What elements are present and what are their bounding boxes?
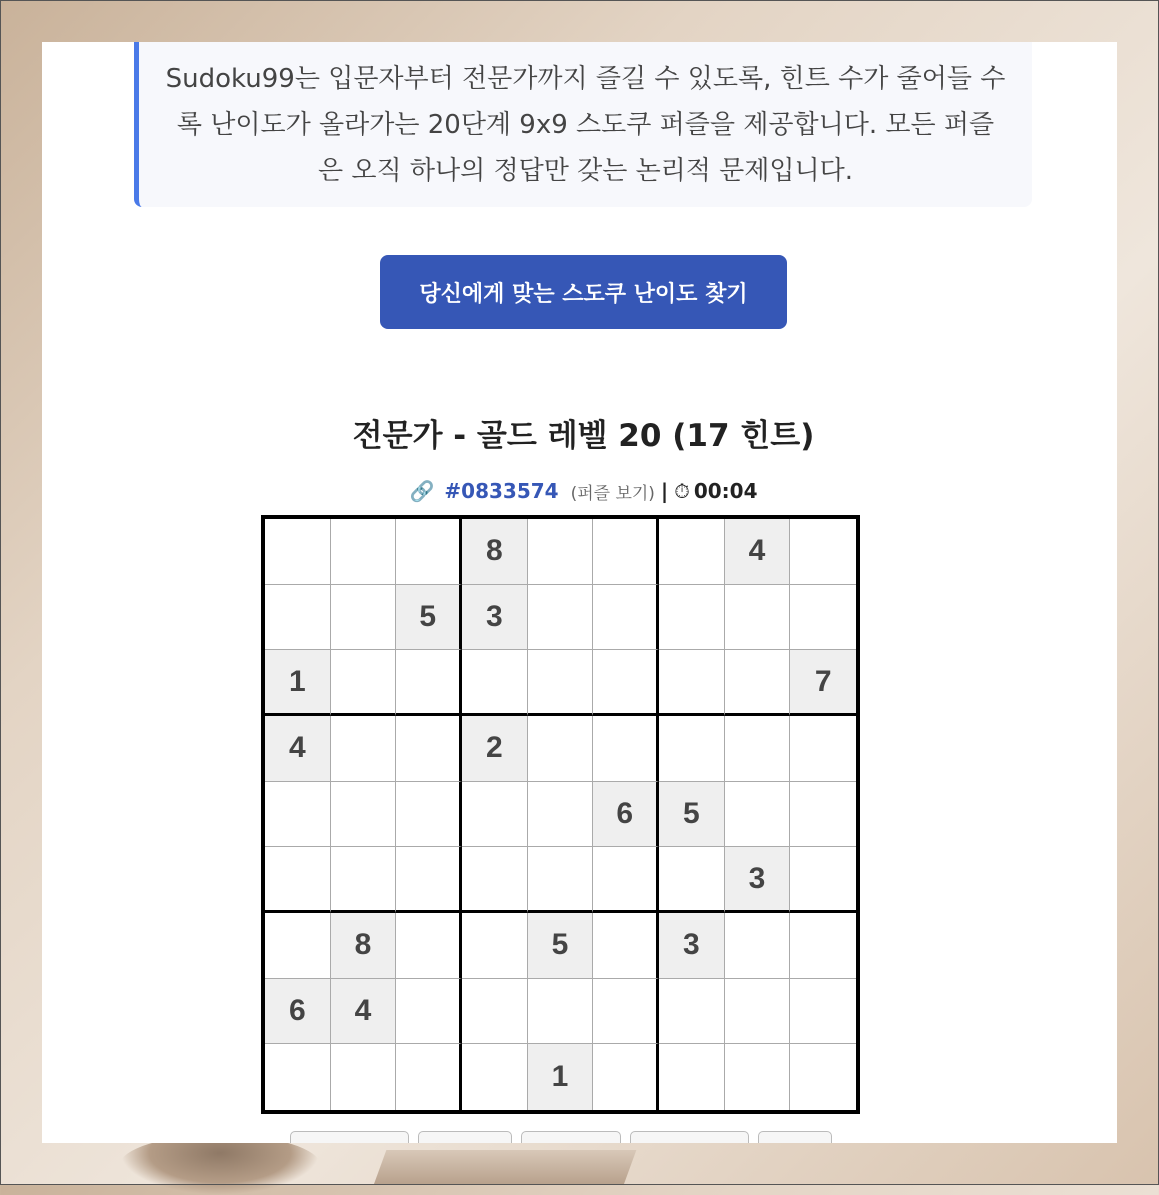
sudoku-cell-r8-c4[interactable] xyxy=(462,979,528,1045)
sudoku-cell-r3-c7[interactable] xyxy=(659,650,725,716)
sudoku-cell-r1-c5[interactable] xyxy=(528,519,594,585)
sudoku-board xyxy=(261,515,860,1114)
sudoku-cell-r9-c6[interactable] xyxy=(593,1044,659,1110)
puzzle-meta xyxy=(42,476,1117,506)
sudoku-cell-r3-c6[interactable] xyxy=(593,650,659,716)
sudoku-cell-r6-c2[interactable] xyxy=(331,847,397,913)
find-difficulty-button[interactable]: 당신에게 맞는 스도쿠 난이도 찾기 xyxy=(380,255,787,329)
sudoku-cell-r8-c9[interactable] xyxy=(790,979,856,1045)
sudoku-cell-r8-c8[interactable] xyxy=(725,979,791,1045)
sudoku-cell-r8-c1[interactable]: 6 xyxy=(265,979,331,1045)
sudoku-cell-r7-c7[interactable]: 3 xyxy=(659,913,725,979)
sudoku-cell-r2-c3[interactable]: 5 xyxy=(396,585,462,651)
sudoku-cell-r1-c9[interactable] xyxy=(790,519,856,585)
sudoku-cell-r4-c2[interactable] xyxy=(331,716,397,782)
sudoku-cell-r3-c8[interactable] xyxy=(725,650,791,716)
sudoku-cell-r2-c2[interactable] xyxy=(331,585,397,651)
sudoku-cell-r1-c3[interactable] xyxy=(396,519,462,585)
sudoku-cell-r2-c7[interactable] xyxy=(659,585,725,651)
sudoku-cell-r1-c7[interactable] xyxy=(659,519,725,585)
sudoku-cell-r9-c5[interactable]: 1 xyxy=(528,1044,594,1110)
sudoku-cell-r4-c3[interactable] xyxy=(396,716,462,782)
sudoku-cell-r9-c1[interactable] xyxy=(265,1044,331,1110)
sudoku-cell-r6-c8[interactable]: 3 xyxy=(725,847,791,913)
sudoku-cell-r2-c1[interactable] xyxy=(265,585,331,651)
sudoku-cell-r7-c5[interactable]: 5 xyxy=(528,913,594,979)
sudoku-cell-r1-c8[interactable]: 4 xyxy=(725,519,791,585)
sudoku-cell-r7-c1[interactable] xyxy=(265,913,331,979)
sudoku-cell-r7-c6[interactable] xyxy=(593,913,659,979)
sudoku-cell-r8-c6[interactable] xyxy=(593,979,659,1045)
sudoku-cell-r9-c4[interactable] xyxy=(462,1044,528,1110)
background-decoration xyxy=(374,1150,637,1185)
sudoku-cell-r1-c1[interactable] xyxy=(265,519,331,585)
sudoku-cell-r4-c9[interactable] xyxy=(790,716,856,782)
sudoku-cell-r4-c1[interactable]: 4 xyxy=(265,716,331,782)
sudoku-cell-r5-c6[interactable]: 6 xyxy=(593,782,659,848)
sudoku-cell-r5-c3[interactable] xyxy=(396,782,462,848)
sudoku-cell-r3-c9[interactable]: 7 xyxy=(790,650,856,716)
toolbar-button[interactable] xyxy=(758,1131,832,1143)
sudoku-cell-r9-c7[interactable] xyxy=(659,1044,725,1110)
timer: 00:04 xyxy=(693,479,758,503)
sudoku-cell-r8-c3[interactable] xyxy=(396,979,462,1045)
sudoku-cell-r3-c5[interactable] xyxy=(528,650,594,716)
toolbar-button[interactable] xyxy=(418,1131,512,1143)
sudoku-cell-r4-c6[interactable] xyxy=(593,716,659,782)
sudoku-cell-r1-c6[interactable] xyxy=(593,519,659,585)
sudoku-cell-r5-c4[interactable] xyxy=(462,782,528,848)
sudoku-cell-r4-c4[interactable]: 2 xyxy=(462,716,528,782)
sudoku-cell-r3-c3[interactable] xyxy=(396,650,462,716)
sudoku-cell-r4-c7[interactable] xyxy=(659,716,725,782)
sudoku-cell-r5-c1[interactable] xyxy=(265,782,331,848)
sudoku-cell-r7-c4[interactable] xyxy=(462,913,528,979)
sudoku-cell-r6-c4[interactable] xyxy=(462,847,528,913)
sudoku-cell-r6-c1[interactable] xyxy=(265,847,331,913)
sudoku-cell-r3-c1[interactable]: 1 xyxy=(265,650,331,716)
sudoku-cell-r6-c9[interactable] xyxy=(790,847,856,913)
sudoku-cell-r6-c5[interactable] xyxy=(528,847,594,913)
sudoku-cell-r4-c8[interactable] xyxy=(725,716,791,782)
sudoku-cell-r2-c5[interactable] xyxy=(528,585,594,651)
sudoku-cell-r3-c2[interactable] xyxy=(331,650,397,716)
sudoku-cell-r8-c2[interactable]: 4 xyxy=(331,979,397,1045)
background-decoration xyxy=(120,1135,320,1195)
sudoku-cell-r3-c4[interactable] xyxy=(462,650,528,716)
sudoku-cell-r5-c9[interactable] xyxy=(790,782,856,848)
sudoku-cell-r5-c5[interactable] xyxy=(528,782,594,848)
stopwatch-icon: ⏱ xyxy=(674,479,690,503)
sudoku-cell-r2-c6[interactable] xyxy=(593,585,659,651)
toolbar-button[interactable] xyxy=(521,1131,621,1143)
intro-description: Sudoku99는 입문자부터 전문가까지 즐길 수 있도록, 힌트 수가 줄어들 수록 난이도가 올라가는 20단계 9x9 스도쿠 퍼즐을 제공합니다. 모든 퍼즐은 오직 하나의 정답만 갖는 논리적 문제입니다. xyxy=(134,42,1032,207)
sudoku-cell-r2-c4[interactable]: 3 xyxy=(462,585,528,651)
sudoku-cell-r9-c2[interactable] xyxy=(331,1044,397,1110)
sudoku-cell-r2-c9[interactable] xyxy=(790,585,856,651)
sudoku-cell-r7-c2[interactable]: 8 xyxy=(331,913,397,979)
sudoku-cell-r1-c2[interactable] xyxy=(331,519,397,585)
sudoku-cell-r5-c2[interactable] xyxy=(331,782,397,848)
sudoku-cell-r8-c7[interactable] xyxy=(659,979,725,1045)
sudoku-cell-r9-c8[interactable] xyxy=(725,1044,791,1110)
sudoku-cell-r5-c7[interactable]: 5 xyxy=(659,782,725,848)
sudoku-cell-r8-c5[interactable] xyxy=(528,979,594,1045)
content-card xyxy=(42,42,1117,1143)
sudoku-cell-r7-c3[interactable] xyxy=(396,913,462,979)
sudoku-cell-r2-c8[interactable] xyxy=(725,585,791,651)
toolbar xyxy=(42,1131,1117,1143)
sudoku-cell-r6-c3[interactable] xyxy=(396,847,462,913)
sudoku-cell-r7-c9[interactable] xyxy=(790,913,856,979)
sudoku-cell-r9-c9[interactable] xyxy=(790,1044,856,1110)
sudoku-cell-r1-c4[interactable]: 8 xyxy=(462,519,528,585)
sudoku-cell-r4-c5[interactable] xyxy=(528,716,594,782)
puzzle-id-link[interactable]: #0833574 xyxy=(444,479,559,503)
meta-separator: | xyxy=(660,479,669,503)
view-puzzle-link[interactable]: (퍼즐 보기) xyxy=(570,483,655,504)
puzzle-title: 전문가 - 골드 레벨 20 (17 힌트) xyxy=(352,418,815,454)
toolbar-button[interactable] xyxy=(290,1131,409,1143)
sudoku-cell-r9-c3[interactable] xyxy=(396,1044,462,1110)
sudoku-cell-r5-c8[interactable] xyxy=(725,782,791,848)
link-icon: 🔗 xyxy=(409,479,435,503)
toolbar-button[interactable] xyxy=(630,1131,749,1143)
sudoku-cell-r6-c6[interactable] xyxy=(593,847,659,913)
sudoku-cell-r7-c8[interactable] xyxy=(725,913,791,979)
sudoku-cell-r6-c7[interactable] xyxy=(659,847,725,913)
